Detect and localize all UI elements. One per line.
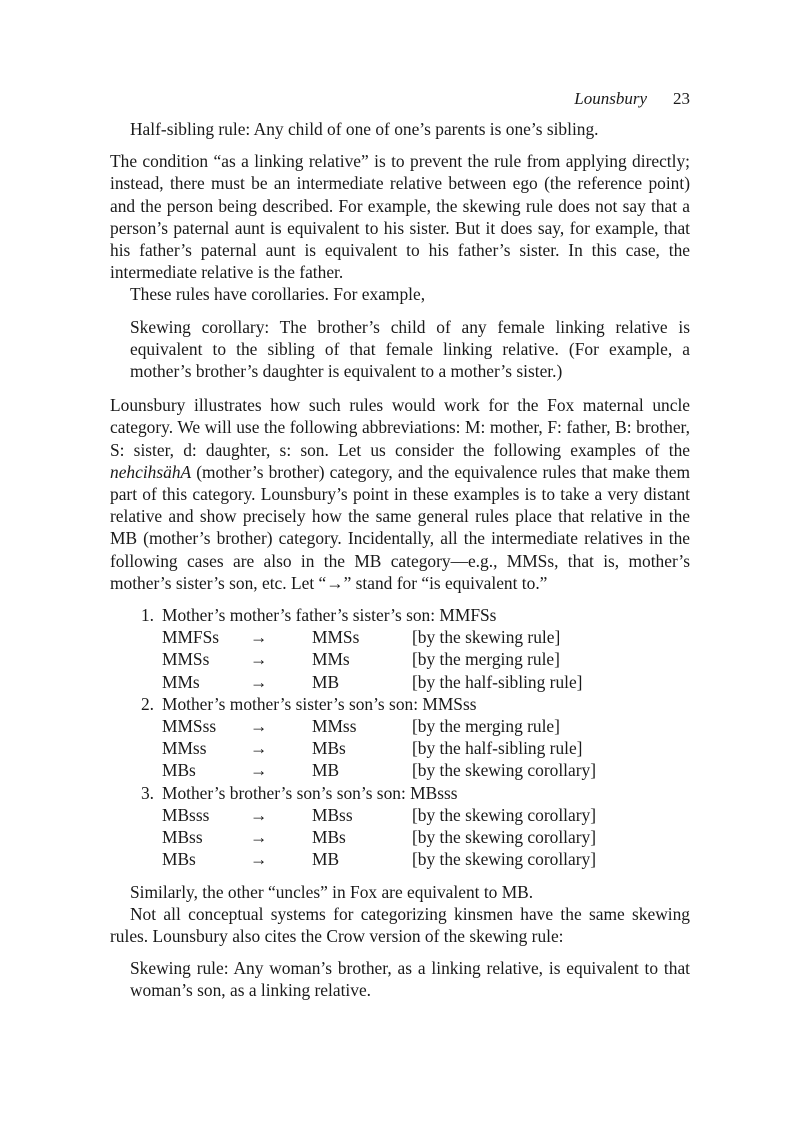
derivation-step <box>110 826 690 848</box>
fox-text-before: Lounsbury illustrates how such rules would work for the Fox maternal uncle category. We will use the following abbreviations: M: mother, F: father, B: brother, S: sister, d: daughter, s: son. Let us consider the following examples of the <box>110 395 690 460</box>
step-rule: [by the half-sibling rule] <box>412 738 583 759</box>
page-body <box>110 118 690 1002</box>
step-to: MMs <box>312 649 350 670</box>
step-from: MMFSs <box>162 627 220 648</box>
step-from: MMSs <box>162 649 210 670</box>
paragraph-linking-relative: The condition “as a linking relative” is to prevent the rule from applying directly; instead, there must be an intermediate relative between ego (the reference point) and the person being described. For example, the skewing rule does not say that a person’s paternal aunt is equivalent to his sister. But it does say, for example, that his father’s paternal aunt is equivalent to his father’s sister. In this case, the intermediate relative is the father. <box>110 151 690 283</box>
step-rule: [by the skewing rule] <box>412 627 561 648</box>
running-title: Lounsbury <box>574 89 647 108</box>
paragraph-fox-uncle <box>110 394 690 594</box>
example-item <box>110 693 690 782</box>
step-rule: [by the merging rule] <box>412 716 560 737</box>
example-heading: Mother’s brother’s son’s son’s son: MBsss <box>162 782 458 803</box>
equivalence-examples <box>110 604 690 870</box>
arrow-icon: → <box>250 671 268 692</box>
example-number: 3. <box>140 782 154 803</box>
step-from: MMs <box>162 671 200 692</box>
page-number: 23 <box>673 89 690 108</box>
paragraph-not-all-systems: Not all conceptual systems for categorizing kinsmen have the same skewing rules. Lounsbury also cites the Crow version of the skewing rule: <box>110 903 690 946</box>
step-to: MBs <box>312 827 346 848</box>
step-from: MBs <box>162 760 196 781</box>
fox-text-after: (mother’s brother) category, and the equivalence rules that make them part of this category. Lounsbury’s point in these examples is to take a very distant relative and show precisely how the same general rules place that relative in the MB (mother’s brother) category. Incidentally, all the intermediate relatives in the following cases are also in the MB category—e.g., MMSs, that is, mother’s mother’s sister’s son, etc. Let “→” stand for “is equivalent to.” <box>110 461 690 593</box>
derivation-step <box>110 715 690 737</box>
derivation-step <box>110 626 690 648</box>
step-to: MBs <box>312 738 346 759</box>
example-heading: Mother’s mother’s father’s sister’s son: MMFSs <box>162 605 497 626</box>
step-from: MBsss <box>162 804 210 825</box>
arrow-icon: → <box>250 649 268 670</box>
example-number: 2. <box>140 693 154 714</box>
step-to: MMss <box>312 716 357 737</box>
arrow-icon: → <box>250 738 268 759</box>
crow-skewing-rule: Skewing rule: Any woman’s brother, as a linking relative, is equivalent to that woman’s son, as a linking relative. <box>130 958 690 1001</box>
fox-term: nehcihsähA <box>110 461 192 482</box>
example-heading: Mother’s mother’s sister’s son’s son: MMSss <box>162 693 477 714</box>
step-rule: [by the skewing corollary] <box>412 827 596 848</box>
skewing-corollary: Skewing corollary: The brother’s child of any female linking relative is equivalent to the sibling of that female linking relative. (For example, a mother’s brother’s daughter is equivalent to a mother’s sister.) <box>130 316 690 382</box>
arrow-icon: → <box>250 827 268 848</box>
derivation-step <box>110 648 690 670</box>
paragraph-corollaries: These rules have corollaries. For example, <box>130 284 426 305</box>
derivation-step <box>110 848 690 870</box>
arrow-icon: → <box>250 804 268 825</box>
step-rule: [by the half-sibling rule] <box>412 671 583 692</box>
derivation-step <box>110 737 690 759</box>
step-to: MBss <box>312 804 353 825</box>
paragraph-similarly: Similarly, the other “uncles” in Fox are equivalent to MB. <box>130 881 534 902</box>
derivation-step <box>110 671 690 693</box>
arrow-icon: → <box>250 627 268 648</box>
step-to: MB <box>312 760 340 781</box>
arrow-icon: → <box>250 760 268 781</box>
running-header <box>110 88 690 110</box>
arrow-icon: → <box>250 849 268 870</box>
step-from: MBs <box>162 849 196 870</box>
step-rule: [by the skewing corollary] <box>412 804 596 825</box>
example-number: 1. <box>140 605 154 626</box>
step-rule: [by the skewing corollary] <box>412 849 596 870</box>
derivation-step <box>110 759 690 781</box>
arrow-icon: → <box>250 716 268 737</box>
step-rule: [by the merging rule] <box>412 649 560 670</box>
derivation-step <box>110 804 690 826</box>
step-from: MBss <box>162 827 203 848</box>
example-item <box>110 782 690 871</box>
step-to: MB <box>312 671 340 692</box>
step-to: MMSs <box>312 627 360 648</box>
step-rule: [by the skewing corollary] <box>412 760 596 781</box>
example-item <box>110 604 690 693</box>
step-from: MMss <box>162 738 207 759</box>
half-sibling-rule: Half-sibling rule: Any child of one of one’s parents is one’s sibling. <box>130 119 599 139</box>
step-to: MB <box>312 849 340 870</box>
step-from: MMSss <box>162 716 217 737</box>
